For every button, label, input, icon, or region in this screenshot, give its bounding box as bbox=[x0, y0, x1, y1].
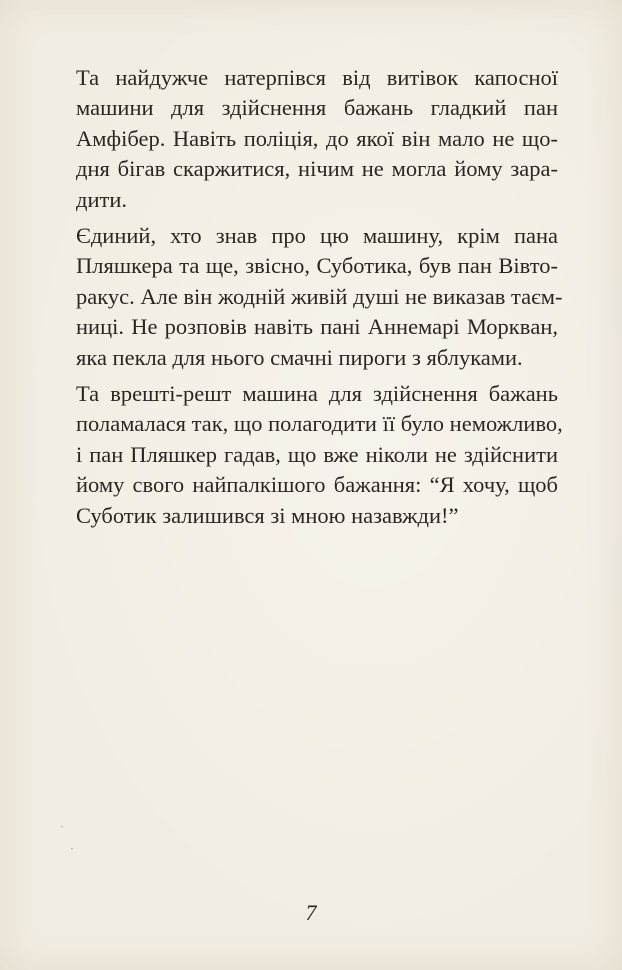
paragraph-3 bbox=[76, 379, 563, 531]
text-line: яка пекла для нього смачні пироги з яблуками. bbox=[76, 344, 523, 370]
text-line: і пан Пляшкер гадав, що вже ніколи не здійснити bbox=[76, 441, 558, 467]
text-line: Суботик залишився зі мною назавжди!” bbox=[76, 502, 459, 528]
page-number: 7 bbox=[305, 900, 317, 925]
text-line: ниці. Не розповів навіть пані Аннемарі Морквaн, bbox=[76, 314, 558, 340]
text-line: Амфібер. Навіть поліція, до якої він мало не що- bbox=[76, 125, 558, 151]
text-line: Єдиний, хто знав про цю машину, крім пана bbox=[76, 223, 558, 249]
text-line: машини для здійснення бажань гладкий пан bbox=[76, 95, 558, 121]
text-line: поламалася так, що полагодити її було неможливо, bbox=[76, 411, 563, 437]
text-line: Пляшкера та ще, звісно, Суботика, був пан Вівто- bbox=[76, 253, 558, 279]
text-line: Та найдужче натерпівся від витівок капосної bbox=[76, 65, 558, 90]
text-line: йому свого найпалкішого бажання: “Я хочу, щоб bbox=[76, 472, 558, 498]
text-line: ракус. Але він жодній живій душі не виказав таєм- bbox=[76, 283, 563, 309]
paper-speck: · bbox=[70, 842, 74, 856]
text-line: Та врешті-решт машина для здійснення бажань bbox=[76, 381, 558, 407]
paragraph-2 bbox=[76, 221, 563, 373]
text-line: дити. bbox=[76, 186, 127, 212]
paragraph-1 bbox=[76, 63, 558, 215]
page-body-text bbox=[76, 63, 563, 537]
text-line: дня бігав скаржитися, нічим не могла йому зара- bbox=[76, 156, 558, 182]
paper-speck: · bbox=[60, 820, 64, 834]
